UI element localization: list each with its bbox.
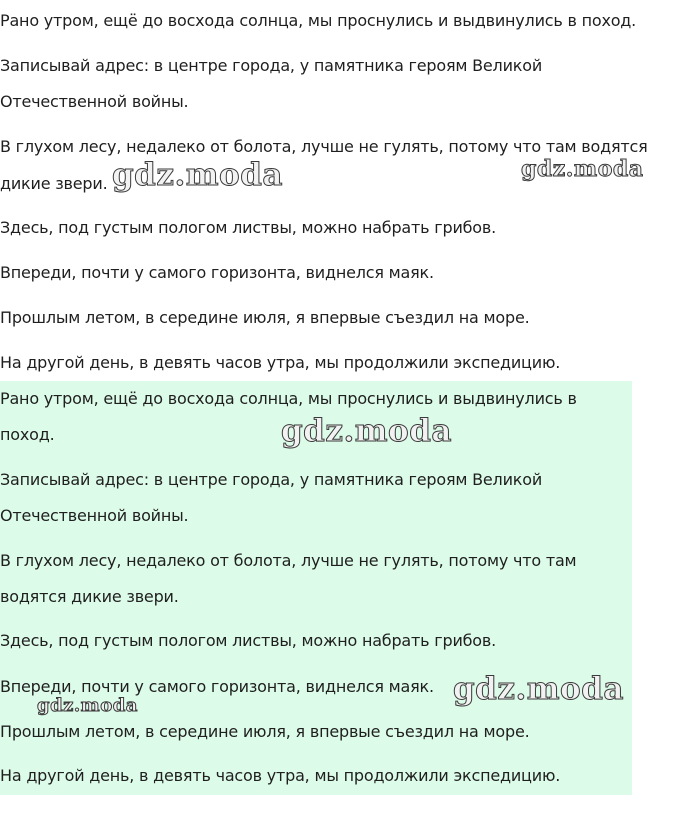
sentence-2-line-1: Записывай адрес: в центре города, у памятника героям Великой xyxy=(0,56,543,75)
watermark-logo: gdz.moda xyxy=(521,156,644,182)
sentence-4: Здесь, под густым пологом листвы, можно набрать грибов. xyxy=(0,218,497,237)
sentence-1: Рано утром, ещё до восхода солнца, мы проснулись и выдвинулись в поход. xyxy=(0,11,637,30)
answer-sentence-3: В глухом лесу, недалеко от болота, лучше не гулять, потому что там водятся дикие звери. xyxy=(0,551,577,606)
watermark-logo: gdz.moda xyxy=(453,671,624,707)
sentence-3-line-2: дикие звери. xyxy=(0,174,108,193)
answer-sentence-5: Впереди, почти у самого горизонта, виднелся маяк. xyxy=(0,677,434,696)
watermark-logo: gdz.moda xyxy=(112,157,283,193)
answer-sentence-1: Рано утром, ещё до восхода солнца, мы проснулись и выдвинулись в поход. xyxy=(0,389,577,444)
watermark-logo: gdz.moda xyxy=(281,413,452,449)
answer-sentence-2: Записывай адрес: в центре города, у памятника героям Великой Отечественной войны. xyxy=(0,470,543,525)
sentence-7: На другой день, в девять часов утра, мы продолжили экспедицию. xyxy=(0,353,561,372)
sentence-5: Впереди, почти у самого горизонта, виднелся маяк. xyxy=(0,263,434,282)
answer-sentence-7: На другой день, в девять часов утра, мы продолжили экспедицию. xyxy=(0,766,561,785)
sentence-6: Прошлым летом, в середине июля, я впервые съездил на море. xyxy=(0,308,530,327)
watermark-logo: gdz.moda xyxy=(37,695,138,716)
answer-sentence-6: Прошлым летом, в середине июля, я впервые съездил на море. xyxy=(0,722,530,741)
sentence-3-line-1: В глухом лесу, недалеко от болота, лучше не гулять, потому что там водятся xyxy=(0,137,648,156)
answer-sentence-4: Здесь, под густым пологом листвы, можно набрать грибов. xyxy=(0,631,497,650)
sentence-2-line-2: Отечественной войны. xyxy=(0,92,189,111)
